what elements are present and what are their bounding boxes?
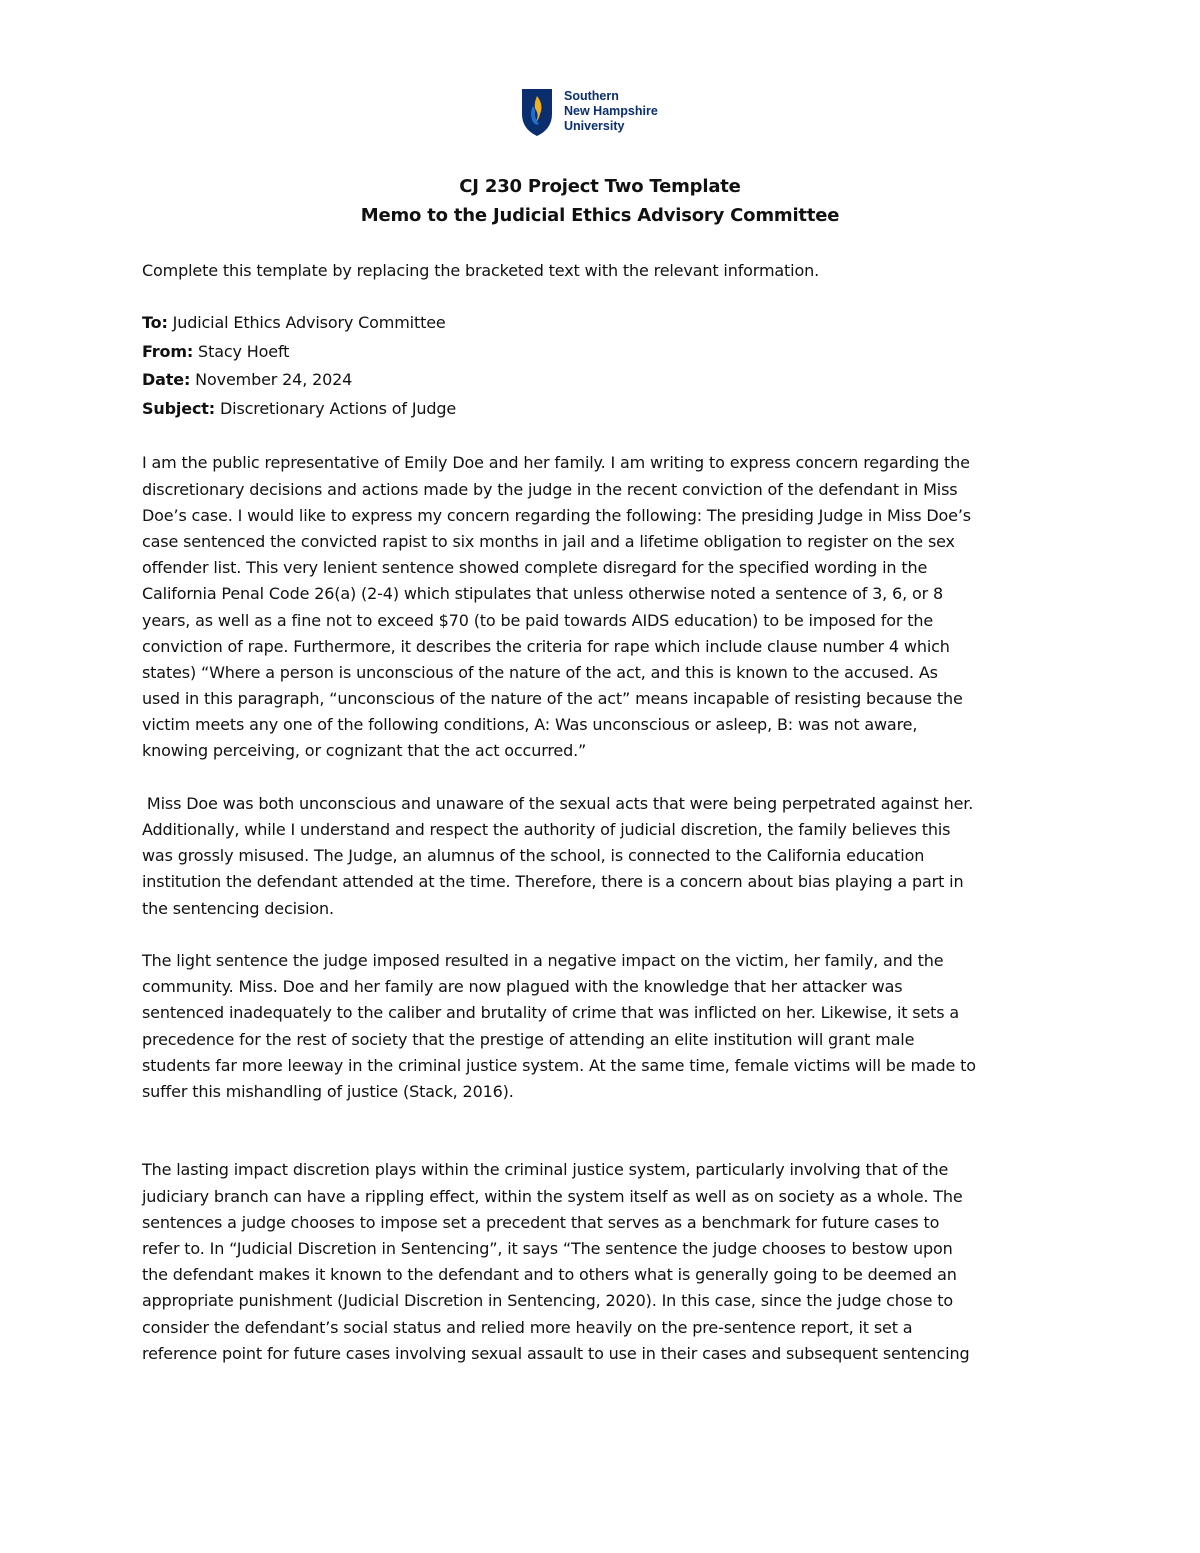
- memo-to-line: [142, 310, 1062, 339]
- paragraph-line: victim meets any one of the following conditions, A: Was unconscious or asleep, B: was not aware,: [142, 715, 918, 735]
- paragraph-line: institution the defendant attended at the time. Therefore, there is a concern about bias playing a part in: [142, 872, 964, 892]
- paragraph-line: was grossly misused. The Judge, an alumnus of the school, is connected to the California education: [142, 846, 925, 866]
- memo-subject-value: Discretionary Actions of Judge: [215, 398, 457, 418]
- paragraph-line: used in this paragraph, “unconscious of the nature of the act” means incapable of resisting because the: [142, 689, 963, 709]
- university-logo: [520, 86, 690, 138]
- logo-line-1: Southern: [564, 89, 619, 103]
- logo-line-2: New Hampshire: [564, 104, 658, 118]
- paragraph-line: California Penal Code 26(a) (2-4) which stipulates that unless otherwise noted a sentence of 3, 6, or 8: [142, 584, 943, 604]
- paragraph-line: conviction of rape. Furthermore, it describes the criteria for rape which include clause number 4 which: [142, 636, 950, 656]
- memo-date-value: November 24, 2024: [190, 370, 353, 390]
- memo-body: [142, 258, 1062, 1367]
- paragraph-3: [142, 948, 1062, 1105]
- paragraph-line: reference point for future cases involving sexual assault to use in their cases and subsequent sentencing: [142, 1343, 970, 1363]
- instructions-text: Complete this template by replacing the bracketed text with the relevant information.: [142, 261, 820, 280]
- paragraph-line: students far more leeway in the criminal justice system. At the same time, female victims will be made to: [142, 1055, 976, 1075]
- paragraph-line: The lasting impact discretion plays within the criminal justice system, particularly involving that of the: [142, 1160, 949, 1180]
- paragraph-line: I am the public representative of Emily Doe and her family. I am writing to express concern regarding the: [142, 453, 970, 473]
- shield-icon: [522, 89, 552, 136]
- memo-from-line: [142, 339, 1062, 368]
- paragraph-1: [142, 450, 1062, 764]
- memo-subject-line: [142, 396, 1062, 425]
- document-title: CJ 230 Project Two Template: [459, 176, 741, 197]
- paragraph-line: sentenced inadequately to the caliber and brutality of crime that was inflicted on her. Likewise, it sets a: [142, 1003, 960, 1023]
- document-subtitle: Memo to the Judicial Ethics Advisory Committee: [360, 205, 840, 226]
- paragraph-line: Miss Doe was both unconscious and unaware of the sexual acts that were being perpetrated against her.: [142, 793, 974, 813]
- paragraph-line: Additionally, while I understand and respect the authority of judicial discretion, the family believes this: [142, 820, 951, 839]
- paragraph-4: [142, 1157, 1062, 1367]
- paragraph-line: knowing perceiving, or cognizant that the act occurred.”: [142, 741, 587, 761]
- memo-to-value: Judicial Ethics Advisory Committee: [167, 313, 446, 333]
- paragraph-2: [142, 791, 1062, 922]
- paragraph-line: offender list. This very lenient sentence showed complete disregard for the specified wording in the: [142, 558, 928, 578]
- paragraph-line: consider the defendant’s social status and relied more heavily on the pre-sentence report, it set a: [142, 1317, 913, 1337]
- memo-from-value: Stacy Hoeft: [193, 341, 290, 361]
- paragraph-line: judiciary branch can have a rippling effect, within the system itself as well as on society as a whole. The: [142, 1186, 963, 1206]
- memo-subject-label: Subject:: [142, 398, 216, 418]
- logo-line-3: University: [564, 119, 625, 133]
- paragraph-line: case sentenced the convicted rapist to six months in jail and a lifetime obligation to register on the sex: [142, 531, 955, 551]
- paragraph-line: Doe’s case. I would like to express my concern regarding the following: The presiding Judge in Miss Doe’s: [142, 505, 971, 525]
- memo-to-label: To:: [142, 313, 168, 333]
- paragraph-line: precedence for the rest of society that the prestige of attending an elite institution will grant male: [142, 1029, 915, 1049]
- paragraph-line: refer to. In “Judicial Discretion in Sentencing”, it says “The sentence the judge chooses to bestow upon: [142, 1239, 953, 1259]
- paragraph-line: the sentencing decision.: [142, 898, 334, 918]
- paragraph-line: states) “Where a person is unconscious of the nature of the act, and this is known to the accused. As: [142, 662, 938, 682]
- memo-date-line: [142, 367, 1062, 396]
- paragraph-line: discretionary decisions and actions made by the judge in the recent conviction of the defendant in Miss: [142, 479, 958, 499]
- memo-from-label: From:: [142, 341, 194, 361]
- paragraph-line: The light sentence the judge imposed resulted in a negative impact on the victim, her family, and the: [142, 950, 944, 970]
- paragraph-line: years, as well as a fine not to exceed $70 (to be paid towards AIDS education) to be imposed for the: [142, 610, 934, 630]
- paragraph-line: the defendant makes it known to the defendant and to others what is generally going to be deemed an: [142, 1265, 957, 1285]
- paragraph-line: community. Miss. Doe and her family are now plagued with the knowledge that her attacker was: [142, 977, 903, 997]
- paragraph-line: appropriate punishment (Judicial Discretion in Sentencing, 2020). In this case, since the judge chose to: [142, 1291, 953, 1311]
- paragraph-line: sentences a judge chooses to impose set a precedent that serves as a benchmark for future cases to: [142, 1212, 940, 1232]
- memo-date-label: Date:: [142, 370, 191, 390]
- paragraph-line: suffer this mishandling of justice (Stack, 2016).: [142, 1081, 514, 1101]
